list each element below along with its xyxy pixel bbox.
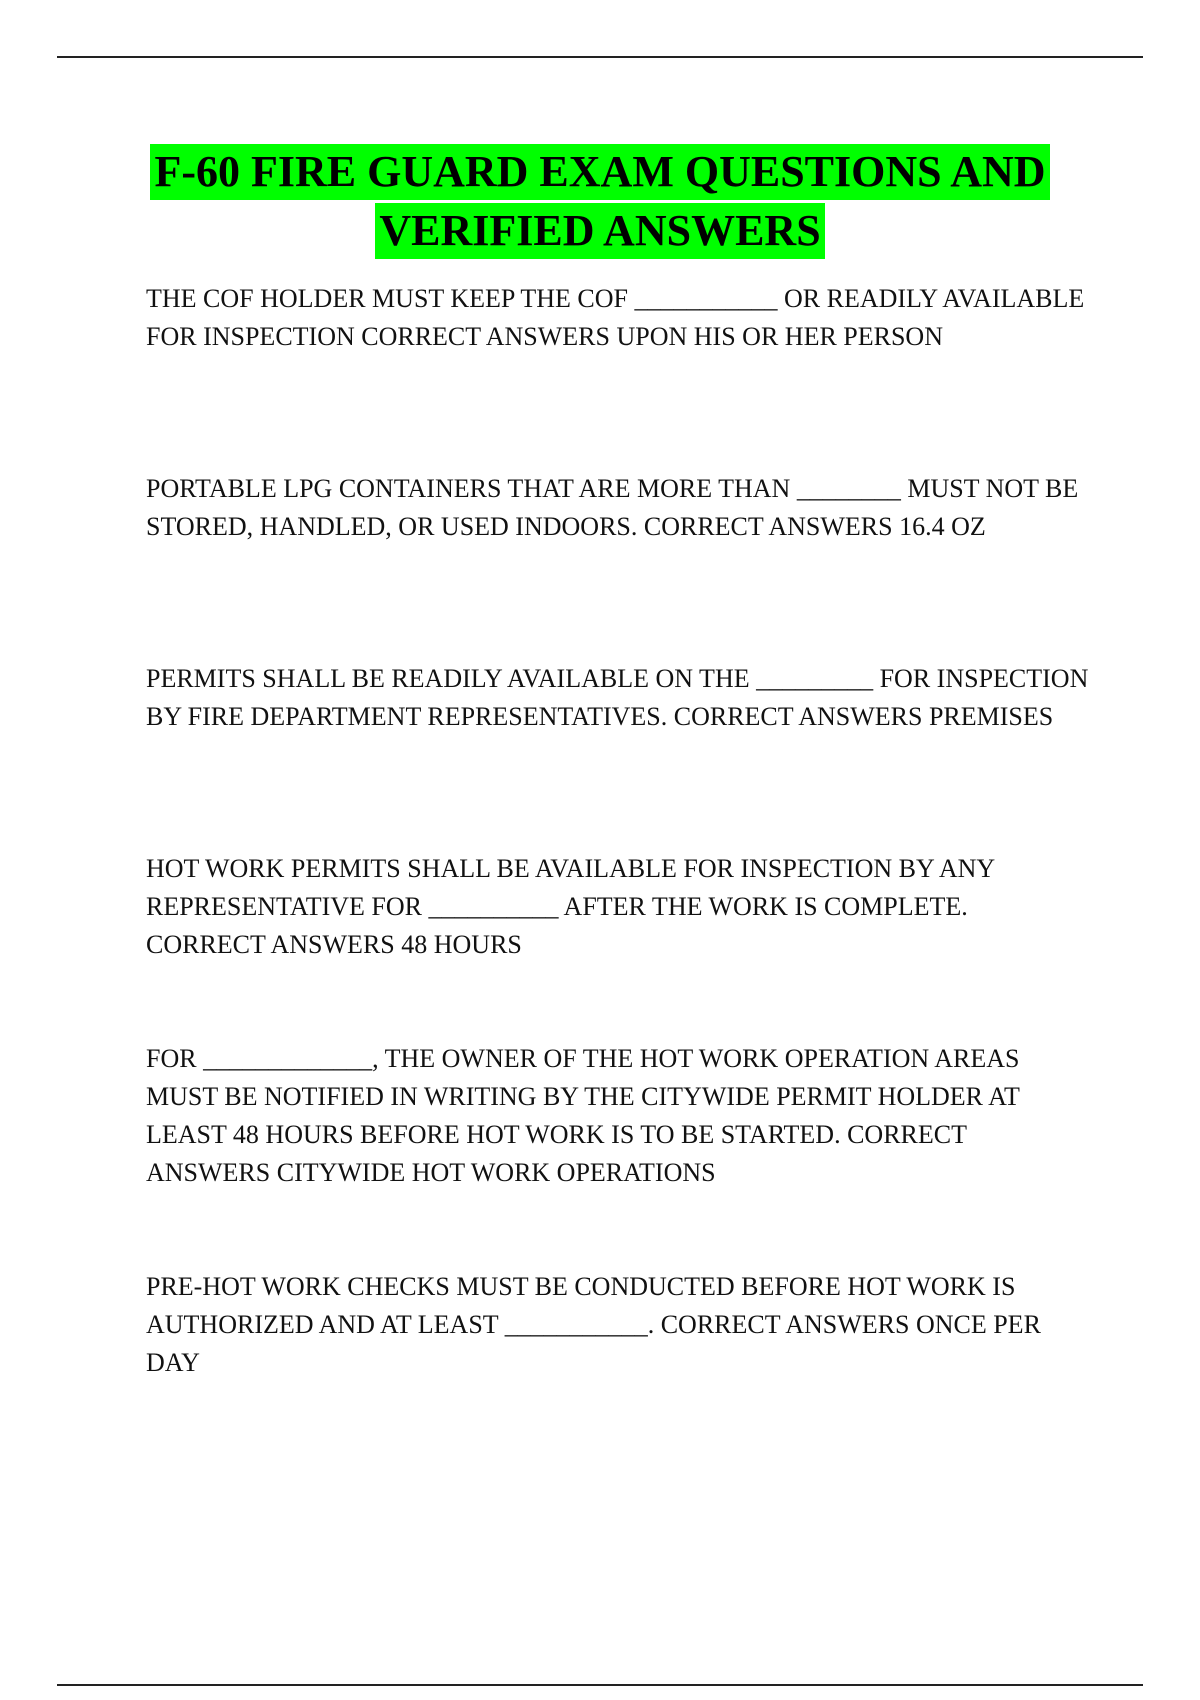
qa-item: PERMITS SHALL BE READILY AVAILABLE ON THE _________ FOR INSPECTION BY FIRE DEPARTMENT REPRESENTATIVES. CORRECT ANSWERS PREMISES (146, 664, 1089, 731)
qa-item: PRE-HOT WORK CHECKS MUST BE CONDUCTED BEFORE HOT WORK IS AUTHORIZED AND AT LEAST ___________. CORRECT ANSWERS ONCE PER DAY (146, 1272, 1041, 1377)
qa-item: THE COF HOLDER MUST KEEP THE COF ___________ OR READILY AVAILABLE FOR INSPECTION CORRECT ANSWERS UPON HIS OR HER PERSON (146, 284, 1085, 351)
qa-item: PORTABLE LPG CONTAINERS THAT ARE MORE THAN ________ MUST NOT BE STORED, HANDLED, OR USED INDOORS. CORRECT ANSWERS 16.4 OZ (146, 474, 1079, 541)
document-title (57, 144, 1143, 262)
question-answer-list (146, 280, 1091, 1458)
header-rule (57, 56, 1143, 58)
qa-item: HOT WORK PERMITS SHALL BE AVAILABLE FOR INSPECTION BY ANY REPRESENTATIVE FOR __________ AFTER THE WORK IS COMPLETE. CORRECT ANSWERS 48 HOURS (146, 854, 995, 959)
footer-rule (57, 1684, 1143, 1686)
title-line-1: F-60 FIRE GUARD EXAM QUESTIONS AND (150, 144, 1049, 200)
title-line-2: VERIFIED ANSWERS (375, 203, 824, 259)
qa-item: FOR _____________, THE OWNER OF THE HOT WORK OPERATION AREAS MUST BE NOTIFIED IN WRITING BY THE CITYWIDE PERMIT HOLDER AT LEAST 48 HOURS BEFORE HOT WORK IS TO BE STARTED. CORRECT ANSWERS CITYWIDE HOT WORK OPERATIONS (146, 1044, 1020, 1187)
